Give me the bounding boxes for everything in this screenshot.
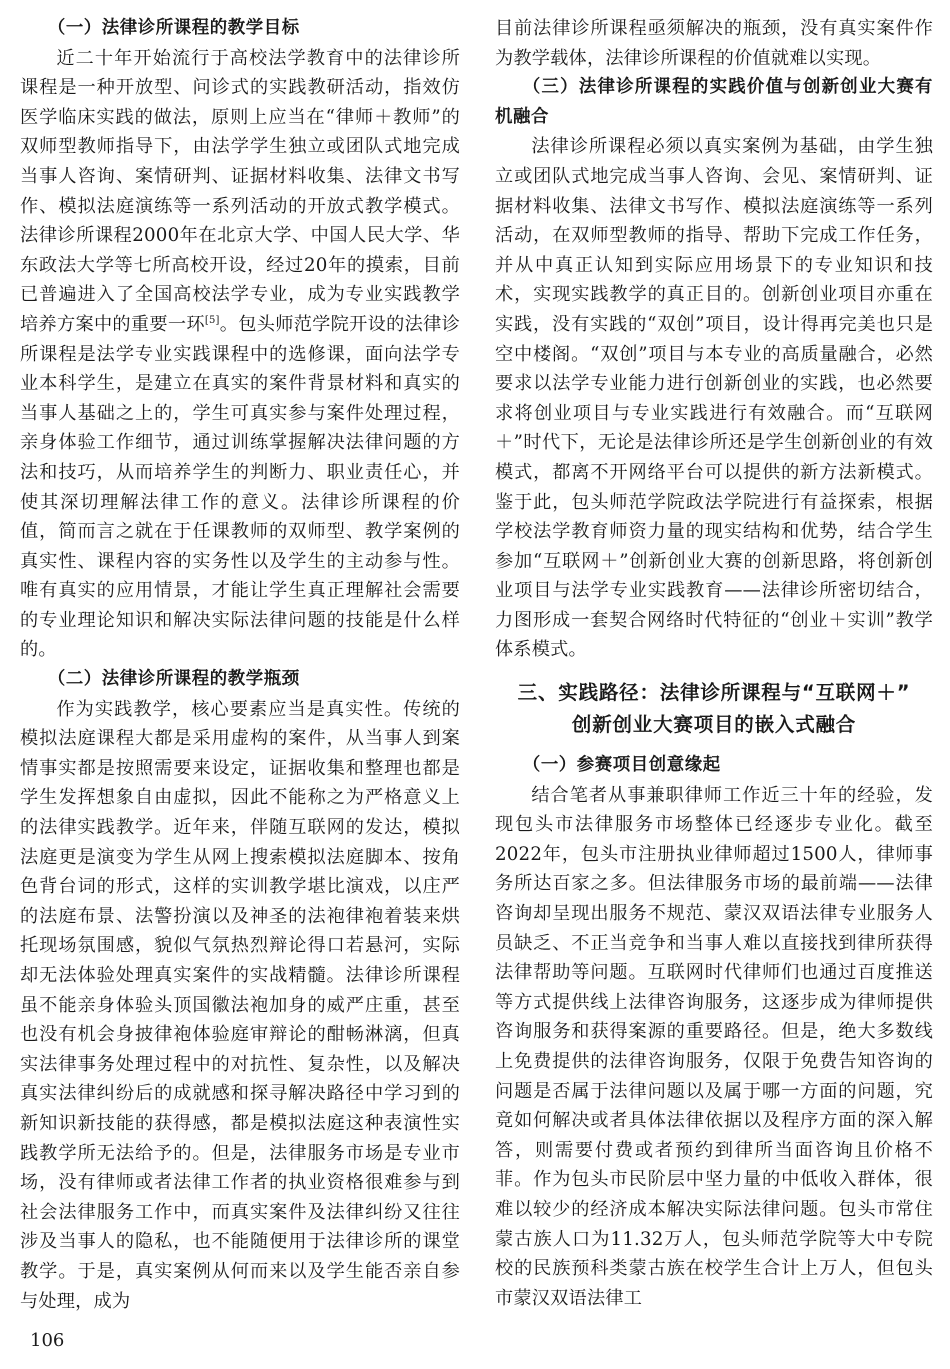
section-heading-line: 创新创业大赛项目的嵌入式融合	[571, 713, 857, 737]
section-heading	[495, 677, 933, 741]
paragraph-teaching-objective	[20, 44, 460, 665]
subsection-heading-3: （三）法律诊所课程的实践价值与创新创业大赛有机融合	[495, 77, 933, 127]
subsection-heading-2: （二）法律诊所课程的教学瓶颈	[47, 669, 300, 690]
subsection-heading-1: （一）法律诊所课程的教学目标	[47, 18, 300, 38]
page-number: 106	[30, 1330, 65, 1351]
subsection-heading-4: （一）参赛项目创意缘起	[522, 755, 721, 776]
paragraph-project-origin: 结合笔者从事兼职律师工作近三十年的经验，发现包头市法律服务市场整体已经逐步专业化。截至2022年，包头市注册执业律师超过1500人，律师事务所达百家之多。但法律服务市场的最前端——法律咨询却呈现出服务不规范、蒙汉双语法律专业服务人员缺乏、不正当竞争和当事人难以直接找到律所获得法律帮助等问题。互联网时代律师们也通过百度推送等方式提供线上法律咨询服务，这逐步成为律师提供咨询服务和获得案源的重要路径。但是，绝大多数线上免费提供的法律咨询服务，仅限于免费告知咨询的问题是否属于法律问题以及属于哪一方面的问题，究竟如何解决或者具体法律依据以及程序方面的深入解答，则需要付费或者预约到律所当面咨询且价格不菲。作为包头市民阶层中坚力量的中低收入群体，很难以较少的经济成本解决实际法律问题。包头市常住蒙古族人口为11.32万人，包头师范学院等大中专院校的民族预科类蒙古族在校学生合计上万人，但包头市蒙汉双语法律工	[495, 784, 933, 1309]
paragraph-text: 。包头师范学院开设的法律诊所课程是法学专业实践课程中的选修课，面向法学专业本科学生，是建立在真实的案件背景材料和真实的当事人基础之上的，学生可真实参与案件处理过程，亲身体验工作细节，通过训练掌握解决法律问题的方法和技巧，从而培养学生的判断力、职业责任心，并使其深切理解法律工作的意义。法律诊所课程的价值，简而言之就在于任课教师的双师型、教学案例的真实性、课程内容的实务性以及学生的主动参与性。唯有真实的应用情景，才能让学生真正理解社会需要的专业理论知识和解决实际法律问题的技能是什么样的。	[20, 313, 460, 661]
citation-ref: [5]	[204, 314, 220, 326]
paragraph-teaching-bottleneck: 作为实践教学，核心要素应当是真实性。传统的模拟法庭课程大都是采用虚构的案件，从当事人到案情事实都是按照需要来设定，证据收集和整理也都是学生发挥想象自由虚拟，因此不能称之为严格意义上的法律实践教学。近年来，伴随互联网的发达，模拟法庭更是演变为学生从网上搜索模拟法庭脚本、按角色背台词的形式，这样的实训教学堪比演戏，以庄严的法庭布景、法警扮演以及神圣的法袍律袍着装来烘托现场氛围感，貌似气氛热烈辩论得口若悬河，实际却无法体验处理真实案件的实战精髓。法律诊所课程虽不能亲身体验头顶国徽法袍加身的威严庄重，甚至也没有机会身披律袍体验庭审辩论的酣畅淋漓，但真实法律事务处理过程中的对抗性、复杂性，以及解决真实法律纠纷后的成就感和探寻解决路径中学习到的新知识新技能的获得感，都是模拟法庭这种表演性实践教学所无法给予的。但是，法律服务市场是专业市场，没有律师或者法律工作者的执业资格很难参与到社会法律服务工作中，而真实案件及法律纠纷又往往涉及当事人的隐私，也不能随便用于法律诊所的课堂教学。于是，真实案例从何而来以及学生能否亲自参与处理，成为	[20, 698, 460, 1312]
paragraph-text: 近二十年开始流行于高校法学教育中的法律诊所课程是一种开放型、问诊式的实践教研活动，指效仿医学临床实践的做法，原则上应当在“律师＋教师”的双师型教师指导下，由法学学生独立或团队式地完成当事人咨询、案情研判、证据材料收集、法律文书写作、模拟法庭演练等一系列活动的开放式教学模式。法律诊所课程2000年在北京大学、中国人民大学、华东政法大学等七所高校开设，经过20年的摸索，目前已普遍进入了全国高校法学专业，成为专业实践教学培养方案中的重要一环	[20, 47, 460, 335]
left-column	[20, 14, 460, 1316]
paragraph-continuation: 目前法律诊所课程亟须解决的瓶颈，没有真实案件作为教学载体，法律诊所课程的价值就难以实现。	[495, 18, 933, 69]
section-heading-line: 三、实践路径：法律诊所课程与“互联网＋”	[517, 681, 911, 705]
paragraph-practice-value: 法律诊所课程必须以真实案例为基础，由学生独立或团队式地完成当事人咨询、会见、案情研判、证据材料收集、法律文书写作、模拟法庭演练等一系列活动，在双师型教师的指导、帮助下完成工作任务，并从中真正认知到实际应用场景下的专业知识和技术，实现实践教学的真正目的。创新创业项目亦重在实践，没有实践的“双创”项目，设计得再完美也只是空中楼阁。“双创”项目与本专业的高质量融合，必然要求以法学专业能力进行创新创业的实践，也必然要求将创业项目与专业实践进行有效融合。而“互联网＋”时代下，无论是法律诊所还是学生创新创业的有效模式，都离不开网络平台可以提供的新方法新模式。鉴于此，包头师范学院政法学院进行有益探索，根据学校法学教育师资力量的现实结构和优势，结合学生参加“互联网＋”创新创业大赛的创新思路，将创新创业项目与法学专业实践教育——法律诊所密切结合，力图形成一套契合网络时代特征的“创业＋实训”教学体系模式。	[495, 136, 933, 661]
right-column	[495, 14, 933, 1313]
